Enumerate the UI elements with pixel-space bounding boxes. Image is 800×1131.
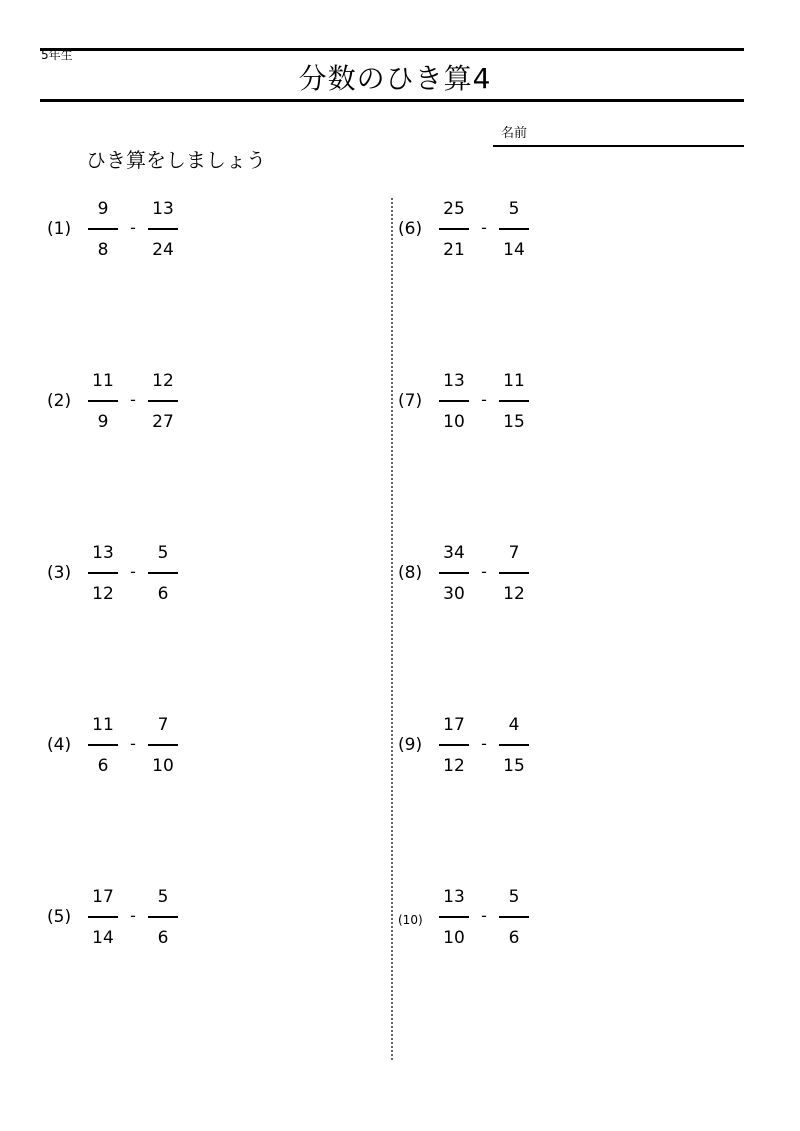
numerator: 13 <box>443 371 465 391</box>
fraction-second <box>499 370 529 433</box>
denominator: 14 <box>92 928 114 948</box>
fraction-bar <box>499 400 529 402</box>
problem-2 <box>47 370 187 436</box>
fraction-second <box>148 370 178 433</box>
problem-number: (9) <box>398 735 423 755</box>
denominator: 10 <box>443 928 465 948</box>
numerator: 11 <box>92 715 114 735</box>
fraction-bar <box>499 744 529 746</box>
fraction-second <box>148 886 178 949</box>
fraction-bar <box>88 228 118 230</box>
name-label: 名前 <box>501 126 528 141</box>
denominator: 10 <box>152 756 174 776</box>
problem-number: (8) <box>398 563 423 583</box>
minus-sign: - <box>130 390 136 409</box>
problem-5 <box>47 886 187 952</box>
grade-label: 5年生 <box>41 48 73 62</box>
numerator: 34 <box>443 543 465 563</box>
worksheet-title: 分数のひき算4 <box>298 62 492 95</box>
denominator: 12 <box>92 584 114 604</box>
name-write-line[interactable] <box>493 145 744 147</box>
problem-10 <box>398 886 538 952</box>
fraction-first <box>88 714 118 777</box>
numerator: 13 <box>152 199 174 219</box>
fraction-first <box>439 542 469 605</box>
fraction-second <box>499 886 529 949</box>
denominator: 15 <box>503 756 525 776</box>
numerator: 25 <box>443 199 465 219</box>
problem-1 <box>47 198 187 264</box>
fraction-bar <box>499 572 529 574</box>
problem-9 <box>398 714 538 780</box>
numerator: 13 <box>92 543 114 563</box>
numerator: 5 <box>157 887 169 907</box>
fraction-first <box>439 198 469 261</box>
fraction-second <box>499 542 529 605</box>
minus-sign: - <box>481 906 487 925</box>
numerator: 5 <box>157 543 169 563</box>
fraction-bar <box>88 744 118 746</box>
fraction-bar <box>439 744 469 746</box>
numerator: 11 <box>503 371 525 391</box>
fraction-bar <box>148 400 178 402</box>
problem-7 <box>398 370 538 436</box>
minus-sign: - <box>481 218 487 237</box>
problem-number: (1) <box>47 219 72 239</box>
numerator: 5 <box>508 199 520 219</box>
numerator: 12 <box>152 371 174 391</box>
fraction-second <box>499 198 529 261</box>
problem-6 <box>398 198 538 264</box>
numerator: 13 <box>443 887 465 907</box>
fraction-first <box>439 370 469 433</box>
fraction-second <box>148 542 178 605</box>
denominator: 21 <box>443 240 465 260</box>
fraction-first <box>88 198 118 261</box>
denominator: 24 <box>152 240 174 260</box>
minus-sign: - <box>130 734 136 753</box>
fraction-bar <box>148 916 178 918</box>
minus-sign: - <box>130 906 136 925</box>
denominator: 10 <box>443 412 465 432</box>
column-divider <box>391 198 393 1060</box>
problem-8 <box>398 542 538 608</box>
fraction-second <box>148 714 178 777</box>
instruction-text: ひき算をしましょう <box>86 148 266 172</box>
numerator: 7 <box>508 543 520 563</box>
problem-number: (7) <box>398 391 423 411</box>
denominator: 15 <box>503 412 525 432</box>
problem-3 <box>47 542 187 608</box>
minus-sign: - <box>130 562 136 581</box>
fraction-first <box>439 714 469 777</box>
fraction-bar <box>88 400 118 402</box>
fraction-bar <box>439 228 469 230</box>
fraction-first <box>88 542 118 605</box>
problem-4 <box>47 714 187 780</box>
fraction-bar <box>148 744 178 746</box>
problem-number: (5) <box>47 907 72 927</box>
fraction-first <box>88 886 118 949</box>
denominator: 30 <box>443 584 465 604</box>
fraction-second <box>499 714 529 777</box>
numerator: 17 <box>443 715 465 735</box>
fraction-bar <box>499 228 529 230</box>
problem-number: (3) <box>47 563 72 583</box>
fraction-first <box>88 370 118 433</box>
problem-number: (6) <box>398 219 423 239</box>
fraction-bar <box>439 572 469 574</box>
problem-number: (10) <box>398 913 423 927</box>
fraction-bar <box>88 916 118 918</box>
denominator: 6 <box>508 928 520 948</box>
denominator: 9 <box>97 412 109 432</box>
fraction-bar <box>499 916 529 918</box>
denominator: 8 <box>97 240 109 260</box>
minus-sign: - <box>130 218 136 237</box>
numerator: 17 <box>92 887 114 907</box>
denominator: 27 <box>152 412 174 432</box>
header-bottom-rule <box>40 99 744 102</box>
numerator: 4 <box>508 715 520 735</box>
numerator: 5 <box>508 887 520 907</box>
fraction-bar <box>148 572 178 574</box>
numerator: 7 <box>157 715 169 735</box>
fraction-bar <box>148 228 178 230</box>
fraction-bar <box>88 572 118 574</box>
numerator: 9 <box>97 199 109 219</box>
fraction-first <box>439 886 469 949</box>
minus-sign: - <box>481 390 487 409</box>
denominator: 12 <box>503 584 525 604</box>
denominator: 6 <box>157 584 169 604</box>
header-top-rule <box>40 48 744 51</box>
fraction-second <box>148 198 178 261</box>
denominator: 6 <box>97 756 109 776</box>
numerator: 11 <box>92 371 114 391</box>
fraction-bar <box>439 400 469 402</box>
problem-number: (2) <box>47 391 72 411</box>
fraction-bar <box>439 916 469 918</box>
minus-sign: - <box>481 734 487 753</box>
denominator: 14 <box>503 240 525 260</box>
denominator: 12 <box>443 756 465 776</box>
denominator: 6 <box>157 928 169 948</box>
problem-number: (4) <box>47 735 72 755</box>
minus-sign: - <box>481 562 487 581</box>
